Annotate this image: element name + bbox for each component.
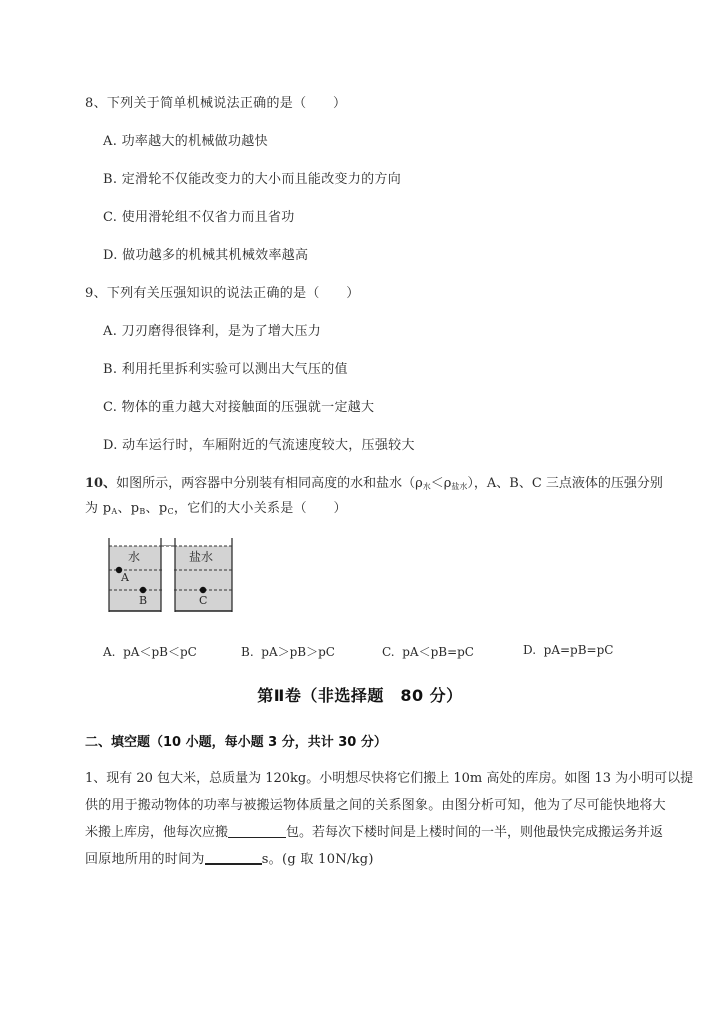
question-text: ），A、B、C 三点液体的压强分别: [467, 476, 663, 491]
question-8-option-a: [103, 130, 268, 149]
answer-blank-time[interactable]: [205, 850, 262, 865]
question-10-option-c: [382, 643, 474, 660]
question-8-stem: [85, 92, 346, 111]
question-text: s。(g 取 10N/kg): [261, 852, 374, 867]
option-text: 定滑轮不仅能改变力的大小而且能改变力的方向: [121, 172, 402, 187]
question-9-stem: [85, 282, 360, 301]
option-text: 利用托里拆利实验可以测出大气压的值: [121, 362, 348, 377]
point-a-label: A: [121, 571, 129, 584]
option-label: B.: [103, 172, 118, 187]
option-expression: pA＜pB＜pC: [123, 645, 197, 659]
question-9-option-c: [103, 396, 374, 415]
option-label: B.: [103, 362, 118, 377]
fill-question-1-line4: [85, 848, 374, 867]
option-expression: pA＞pB＞pC: [261, 645, 335, 659]
question-text: 米搬上库房，他每次应搬: [85, 825, 229, 840]
question-9-option-b: [103, 358, 348, 377]
option-label: A.: [103, 324, 118, 339]
option-label: B.: [241, 645, 254, 659]
fill-question-1-line2: 供的用于搬动物体的功率与被搬运物体质量之间的关系图象。由图分析可知，他为了尽可能快地将大: [85, 798, 666, 813]
option-label: C.: [103, 400, 118, 415]
question-8-option-c: [103, 206, 295, 225]
option-label: D.: [103, 248, 118, 263]
subscript-c: C: [167, 507, 174, 516]
subscript-b: B: [139, 507, 146, 516]
less-than-rho: ＜ρ: [430, 476, 452, 491]
question-10-stem-line1: [85, 472, 663, 492]
separator: 、p: [145, 501, 168, 516]
separator: 、p: [117, 501, 140, 516]
question-8-option-d: [103, 244, 308, 263]
option-label: A.: [103, 134, 118, 149]
question-text: 如图所示，两容器中分别装有相同高度的水和盐水（ρ: [116, 476, 423, 491]
question-9-option-d: [103, 434, 415, 453]
question-8-option-b: [103, 168, 401, 187]
question-number: 9、: [85, 286, 107, 301]
question-text: 回原地所用的时间为: [85, 852, 205, 867]
option-text: 功率越大的机械做功越快: [121, 134, 268, 149]
question-10-option-b: [241, 643, 335, 660]
question-10-option-d: [523, 643, 613, 657]
question-10-option-a: [103, 643, 197, 660]
option-label: D.: [523, 643, 537, 657]
option-label: C.: [382, 645, 395, 659]
question-text: ，它们的大小关系是（ ）: [173, 501, 347, 516]
subscript-a: A: [111, 507, 118, 516]
option-text: 动车运行时，车厢附近的气流速度较大，压强较大: [122, 438, 415, 453]
subscript-salt-water: 盐水: [451, 482, 468, 491]
water-label: 水: [128, 550, 141, 564]
fill-question-1-line3: [85, 821, 663, 840]
option-text: 使用滑轮组不仅省力而且省功: [121, 210, 295, 225]
subscript-water: 水: [422, 482, 431, 491]
question-9-option-a: [103, 320, 321, 339]
answer-blank-bags[interactable]: [228, 824, 286, 838]
section-title: 第Ⅱ卷（非选择题 80 分）: [257, 686, 463, 705]
question-text: 为 p: [85, 501, 112, 516]
question-10-stem-line2: [85, 497, 347, 516]
question-number: 10、: [85, 476, 117, 491]
salt-water-label: 盐水: [189, 550, 214, 564]
part-heading: 二、填空题（10 小题，每小题 3 分，共计 30 分）: [85, 735, 387, 750]
container-diagram: [108, 538, 233, 612]
question-text: 下列关于简单机械说法正确的是（ ）: [106, 96, 347, 111]
option-expression: pA=pB=pC: [543, 643, 614, 657]
option-label: D.: [103, 438, 118, 453]
option-text: 物体的重力越大对接触面的压强就一定越大: [121, 400, 375, 415]
question-text: 包。若每次下楼时间是上楼时间的一半，则他最快完成搬运务并返: [286, 825, 664, 840]
point-c-label: C: [199, 594, 208, 607]
question-number: 8、: [85, 96, 107, 111]
point-b-label: B: [139, 594, 148, 607]
option-label: C.: [103, 210, 118, 225]
option-text: 做功越多的机械其机械效率越高: [122, 248, 309, 263]
option-expression: pA＜pB=pC: [402, 645, 474, 659]
option-label: A.: [103, 645, 116, 659]
fill-question-1-line1: 1、现有 20 包大米，总质量为 120kg。小明想尽快将它们搬上 10m 高处的库房。如图 13 为小明可以提: [85, 771, 694, 786]
option-text: 刀刃磨得很锋利，是为了增大压力: [121, 324, 322, 339]
question-text: 下列有关压强知识的说法正确的是（ ）: [106, 286, 360, 301]
